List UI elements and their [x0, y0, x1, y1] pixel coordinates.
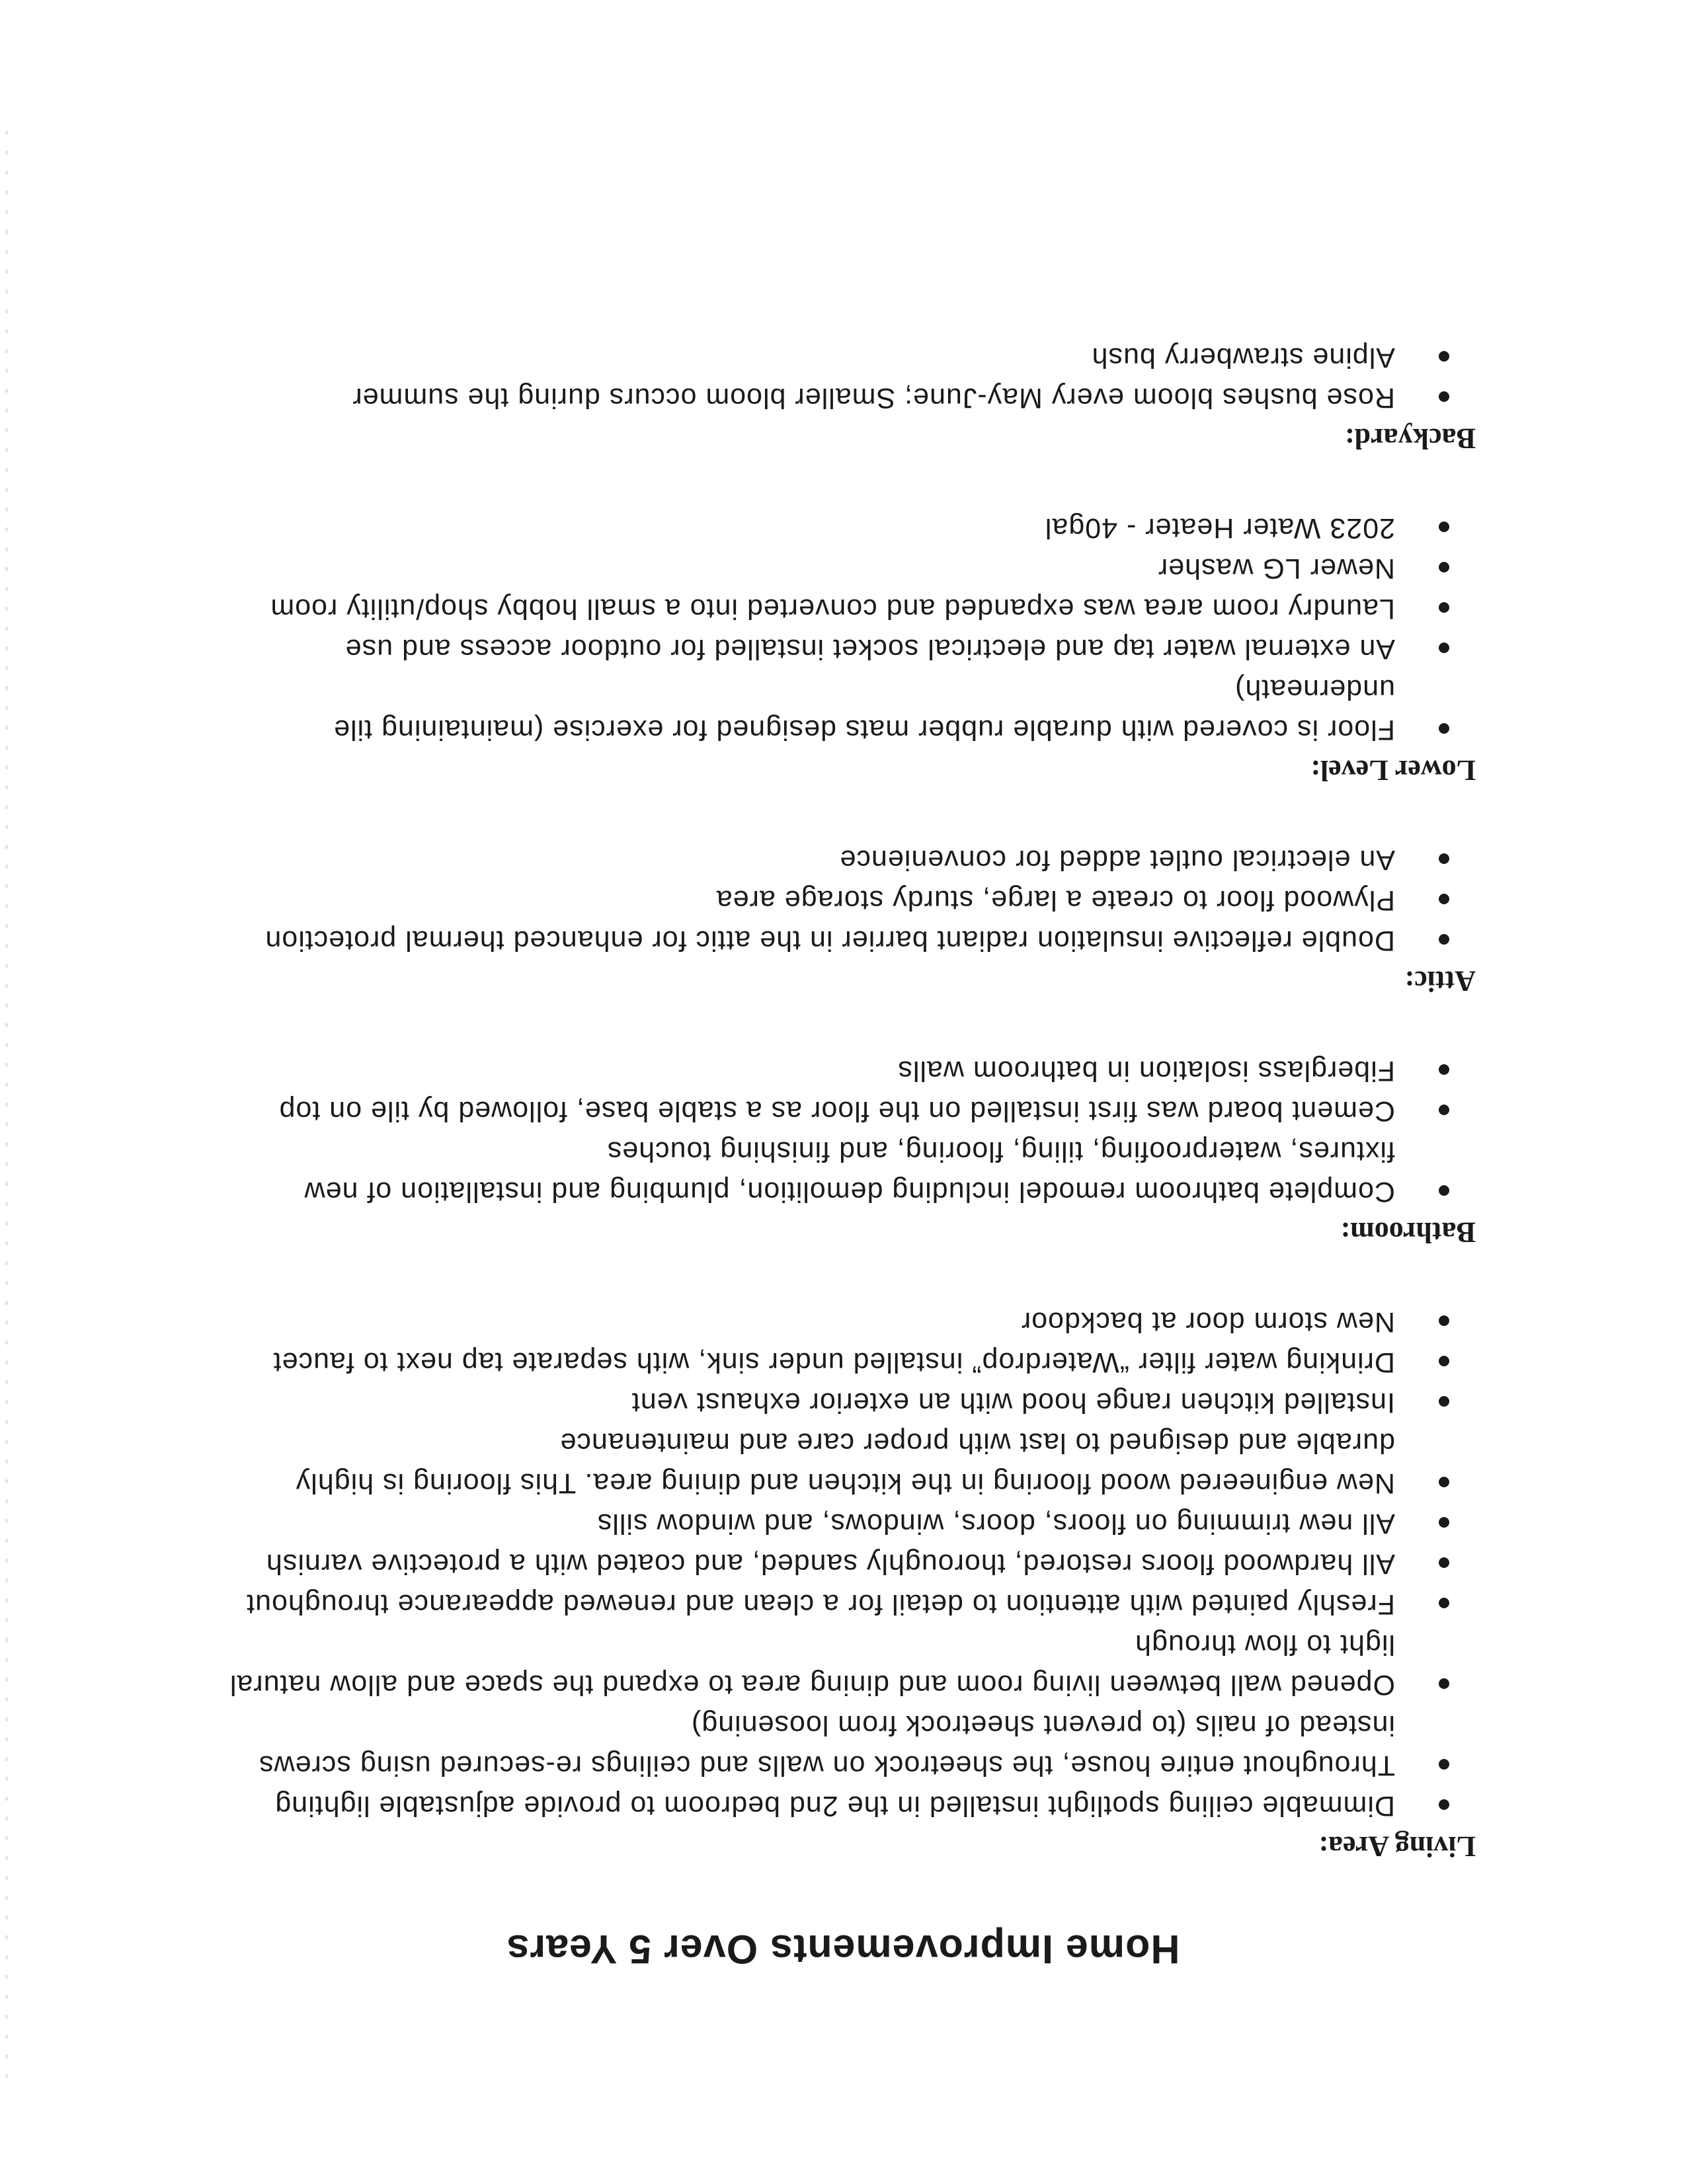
bullet-list	[147, 508, 1476, 750]
list-item: Installed kitchen range hood with an exterior exhaust vent	[147, 1382, 1476, 1423]
section-attic	[147, 839, 1476, 1001]
scan-edge-marks	[5, 128, 8, 2078]
section-heading: Attic:	[1404, 965, 1476, 997]
list-item: New storm door at backdoor	[147, 1302, 1476, 1342]
list-item: All new trimming on floors, doors, windows, and window sills	[147, 1503, 1476, 1543]
list-item: Fiberglass isolation in bathroom walls	[147, 1050, 1476, 1091]
list-item: Drinking water filter “Waterdrop” installed under sink, with separate tap next to faucet	[147, 1342, 1476, 1382]
section-lower-level	[147, 508, 1476, 791]
section-heading: Lower Level:	[1310, 754, 1476, 787]
section-heading: Backyard:	[1345, 422, 1476, 455]
list-item: Dimmable ceiling spotlight installed in the 2nd bedroom to provide adjustable lighting	[147, 1785, 1476, 1826]
list-item: All hardwood floors restored, thoroughly sanded, and coated with a protective varnish	[147, 1543, 1476, 1584]
list-item: An external water tap and electrical socket installed for outdoor access and use	[147, 629, 1476, 669]
bullet-list	[147, 337, 1476, 418]
list-item: Laundry room area was expanded and converted into a small hobby shop/utility room	[147, 588, 1476, 629]
bullet-list	[147, 1302, 1476, 1826]
section-backyard	[147, 337, 1476, 459]
document-body	[147, 288, 1476, 1867]
list-item: An electrical outlet added for convenience	[147, 839, 1476, 880]
list-item: Double reflective insulation radiant barrier in the attic for enhanced thermal protection	[147, 920, 1476, 960]
list-item: Newer LG washer	[147, 548, 1476, 588]
list-item: Cement board was first installed on the floor as a stable base, followed by tile on top	[147, 1091, 1476, 1131]
document-title: Home Improvements Over 5 Years	[506, 1927, 1180, 1972]
list-item: Freshly painted with attention to detail for a clean and renewed appearance throughout	[147, 1584, 1476, 1624]
list-item: Plywood floor to create a large, sturdy storage area	[147, 880, 1476, 920]
list-item: New engineered wood flooring in the kitchen and dining area. This flooring is highly durable and designed to last with proper care and maintenance	[147, 1423, 1476, 1503]
section-living-area	[147, 1302, 1476, 1867]
bullet-list	[147, 839, 1476, 960]
section-bathroom	[147, 1050, 1476, 1253]
list-item: Floor is covered with durable rubber mats designed for exercise (maintaining tile underneath)	[147, 669, 1476, 750]
list-item: Alpine strawberry bush	[147, 337, 1476, 377]
list-item: Rose bushes bloom every May-June; Smaller bloom occurs during the summer	[147, 377, 1476, 418]
bullet-list	[147, 1050, 1476, 1212]
list-item: Opened wall between living room and dining area to expand the space and allow natural light to flow through	[147, 1624, 1476, 1705]
section-heading: Living Area:	[1318, 1830, 1476, 1863]
section-heading: Bathroom:	[1340, 1216, 1476, 1249]
list-item: 2023 Water Heater - 40gal	[147, 508, 1476, 548]
list-item: Throughout entire house, the sheetrock on walls and ceilings re-secured using screws instead of nails (to prevent sheetrock from loosening)	[147, 1705, 1476, 1785]
list-item: Complete bathroom remodel including demolition, plumbing and installation of new fixtures, waterproofing, tiling, flooring, and finishing touches	[147, 1131, 1476, 1212]
